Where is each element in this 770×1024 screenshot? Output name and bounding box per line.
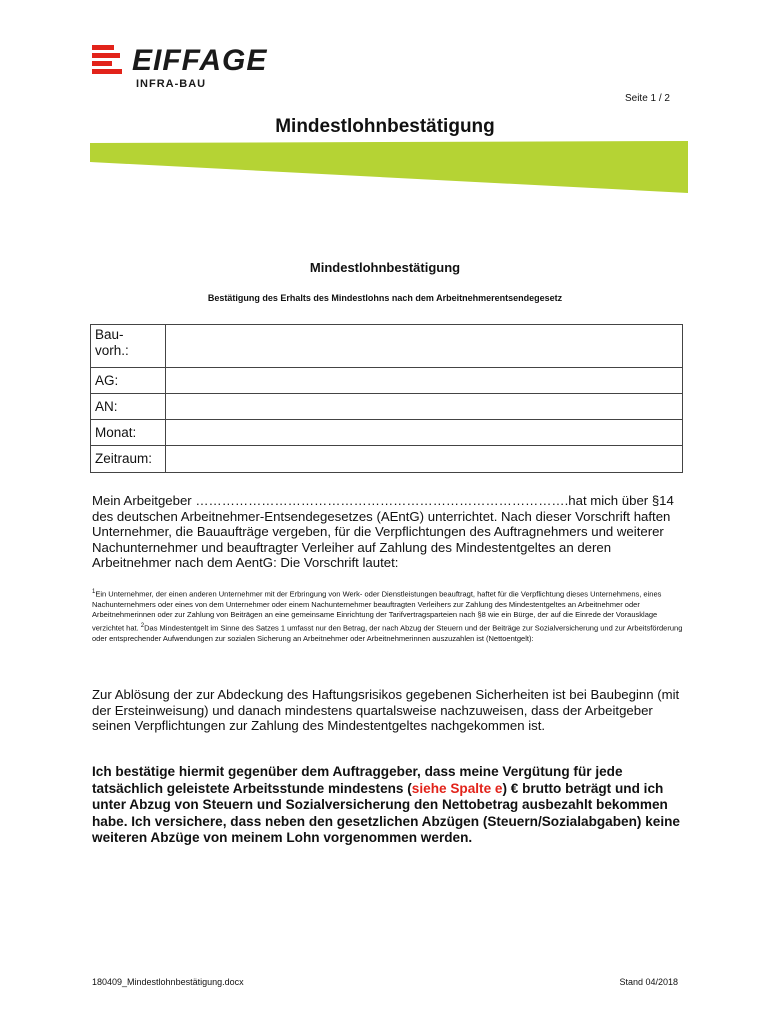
logo-bars-icon <box>92 45 126 75</box>
table-row <box>91 420 683 446</box>
footnote-law-text <box>92 587 684 644</box>
paragraph-confirmation <box>92 764 684 847</box>
field-label-monat: Monat: <box>91 420 166 446</box>
field-value-monat[interactable] <box>166 420 683 446</box>
table-row <box>91 446 683 473</box>
field-value-ag[interactable] <box>166 368 683 394</box>
field-label-bauvorhaben <box>91 325 166 368</box>
field-value-an[interactable] <box>166 394 683 420</box>
confirmation-text-a: Ich bestätige hiermit gegenüber dem Auftraggeber, dass meine Vergütung für jede tatsächlich geleistete Arbeitsstunde mindestens ( <box>92 764 623 796</box>
logo-brand: EIFFAGE <box>132 44 268 77</box>
table-row <box>91 394 683 420</box>
confirmation-text-b: ) € brutto beträgt und ich unter Abzug von Steuern und Sozialversicherung den Nettobetrag ausbezahlt bekommen habe. Ich versichere, dass neben den gesetzlichen Abzügen (Steuern/Sozialabgaben) keine weiteren Abzüge von meinem Lohn vorgenommen werden. <box>92 780 680 846</box>
field-label-text: Bau- vorh.: <box>95 327 129 358</box>
form-subtitle: Bestätigung des Erhalts des Mindestlohns nach dem Arbeitnehmerentsendegesetz <box>207 293 563 303</box>
table-row <box>91 325 683 368</box>
footer-filename: 180409_Mindestlohnbestätigung.docx <box>92 977 244 987</box>
logo-subtitle: INFRA-BAU <box>136 78 207 90</box>
document-title: Mindestlohnbestätigung <box>275 116 495 137</box>
footnote-text: Ein Unternehmer, der einen anderen Unternehmer mit der Erbringung von Werk- oder Dienstleistungen beauftragt, haftet für die Verpflichtung dieses Unternehmens, eines Nachunternehmers oder eines von dem Unternehmer oder einem Nachunternehmer beauftragten Verleihers zur Zahlung des Mindestentgeltes an Arbeitnehmer oder Arbeitnehmerinnen oder zur Zahlung von Beiträgen an eine gemeinsame Einrichtung der Tarifvertragsparteien nach §8 wie ein Bürge, der auf die Einrede der Vorausklage verzichtet hat. <box>92 589 662 633</box>
footer-date: Stand 04/2018 <box>619 977 678 987</box>
table-row <box>91 368 683 394</box>
field-label-ag: AG: <box>91 368 166 394</box>
form-title: Mindestlohnbestätigung <box>309 260 461 275</box>
page-number: Seite 1 / 2 <box>624 93 670 104</box>
field-label-an: AN: <box>91 394 166 420</box>
confirmation-highlight: siehe Spalte e <box>411 780 503 796</box>
company-logo <box>92 45 282 95</box>
paragraph-security-release: Zur Ablösung der zur Abdeckung des Haftungsrisikos gegebenen Sicherheiten ist bei Baubeginn (mit der Ersteinweisung) und danach mindestens quartalsweise nachzuweisen, dass der Arbeitgeber seinen Verpflichtungen zur Zahlung des Mindestentgeltes nachgekommen ist. <box>92 687 680 733</box>
info-table <box>90 324 683 473</box>
paragraph-employer-info: Mein Arbeitgeber ………………………………………………………………………….hat mich über §14 des deutschen Arbeitnehmer-Entsendegesetzes (AEntG) unterrichtet. Nach dieser Vorschrift haften Unternehmer, die Bauaufträge vergeben, für die Verpflichtungen des Auftragnehmers und weiterer Nachunternehmer und beauftragter Verleiher auf Zahlung des Mindestentgeltes an deren Arbeitnehmer nach dem AentG: Die Vorschrift lautet: <box>92 493 674 570</box>
footnote-mark: 1 <box>92 589 96 595</box>
field-value-bauvorhaben[interactable] <box>166 325 683 368</box>
field-label-zeitraum: Zeitraum: <box>91 446 166 473</box>
field-value-zeitraum[interactable] <box>166 446 683 473</box>
footnote-text-2: Das Mindestentgelt im Sinne des Satzes 1 umfasst nur den Betrag, der nach Abzug der Steuern und der Beiträge zur Sozialversicherung und zur Arbeitsförderung oder entsprechender Aufwendungen zur sozialen Sicherung an Arbeitnehmer oder Arbeitnehmerinnen auszuzahlen ist (Nettoentgelt): <box>92 623 683 643</box>
footnote-mark-2: 2 <box>140 622 145 629</box>
